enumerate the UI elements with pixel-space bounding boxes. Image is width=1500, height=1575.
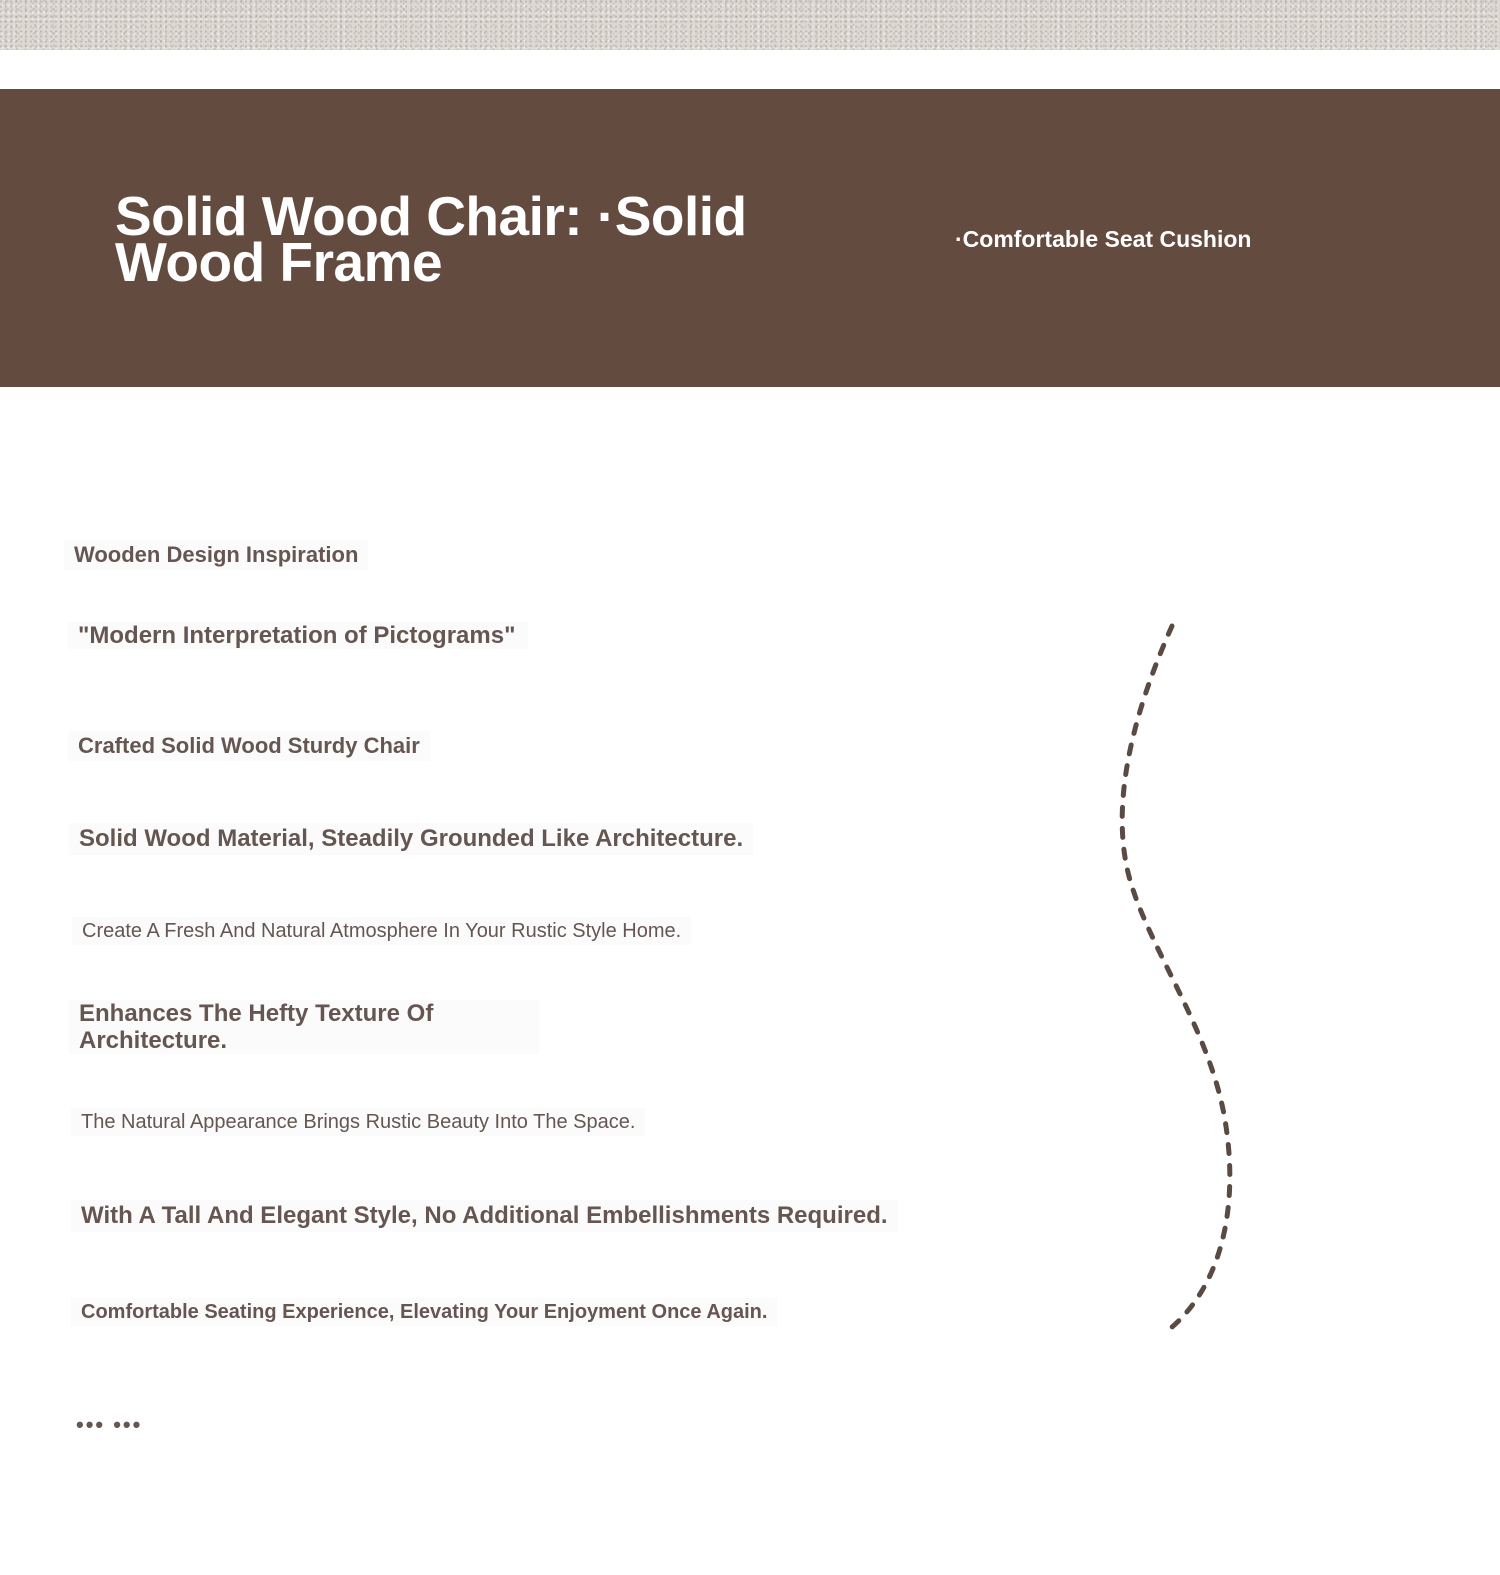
banner-subtitle: ·Comfortable Seat Cushion xyxy=(955,226,1252,252)
ellipsis-dots: ••• ••• xyxy=(76,1412,143,1437)
design-inspiration-heading: Wooden Design Inspiration xyxy=(64,540,368,570)
pictograms-quote: "Modern Interpretation of Pictograms" xyxy=(68,622,528,649)
dashed-curve-decoration xyxy=(1100,610,1260,1350)
tall-elegant-line: With A Tall And Elegant Style, No Additional Embellishments Required. xyxy=(71,1200,898,1232)
rustic-beauty-line: The Natural Appearance Brings Rustic Beauty Into The Space. xyxy=(71,1108,645,1136)
solid-wood-material-line: Solid Wood Material, Steadily Grounded Like Architecture. xyxy=(69,823,753,855)
texture-strip xyxy=(0,0,1500,50)
hefty-texture-line: Enhances The Hefty Texture Of Architecture. xyxy=(69,1000,539,1054)
sturdy-chair-line: Crafted Solid Wood Sturdy Chair xyxy=(68,731,430,761)
banner-title: Solid Wood Chair: ·Solid Wood Frame xyxy=(115,185,747,293)
header-banner xyxy=(0,89,1500,387)
fresh-atmosphere-line: Create A Fresh And Natural Atmosphere In Your Rustic Style Home. xyxy=(72,917,691,945)
comfortable-seating-line: Comfortable Seating Experience, Elevating Your Enjoyment Once Again. xyxy=(71,1298,777,1326)
